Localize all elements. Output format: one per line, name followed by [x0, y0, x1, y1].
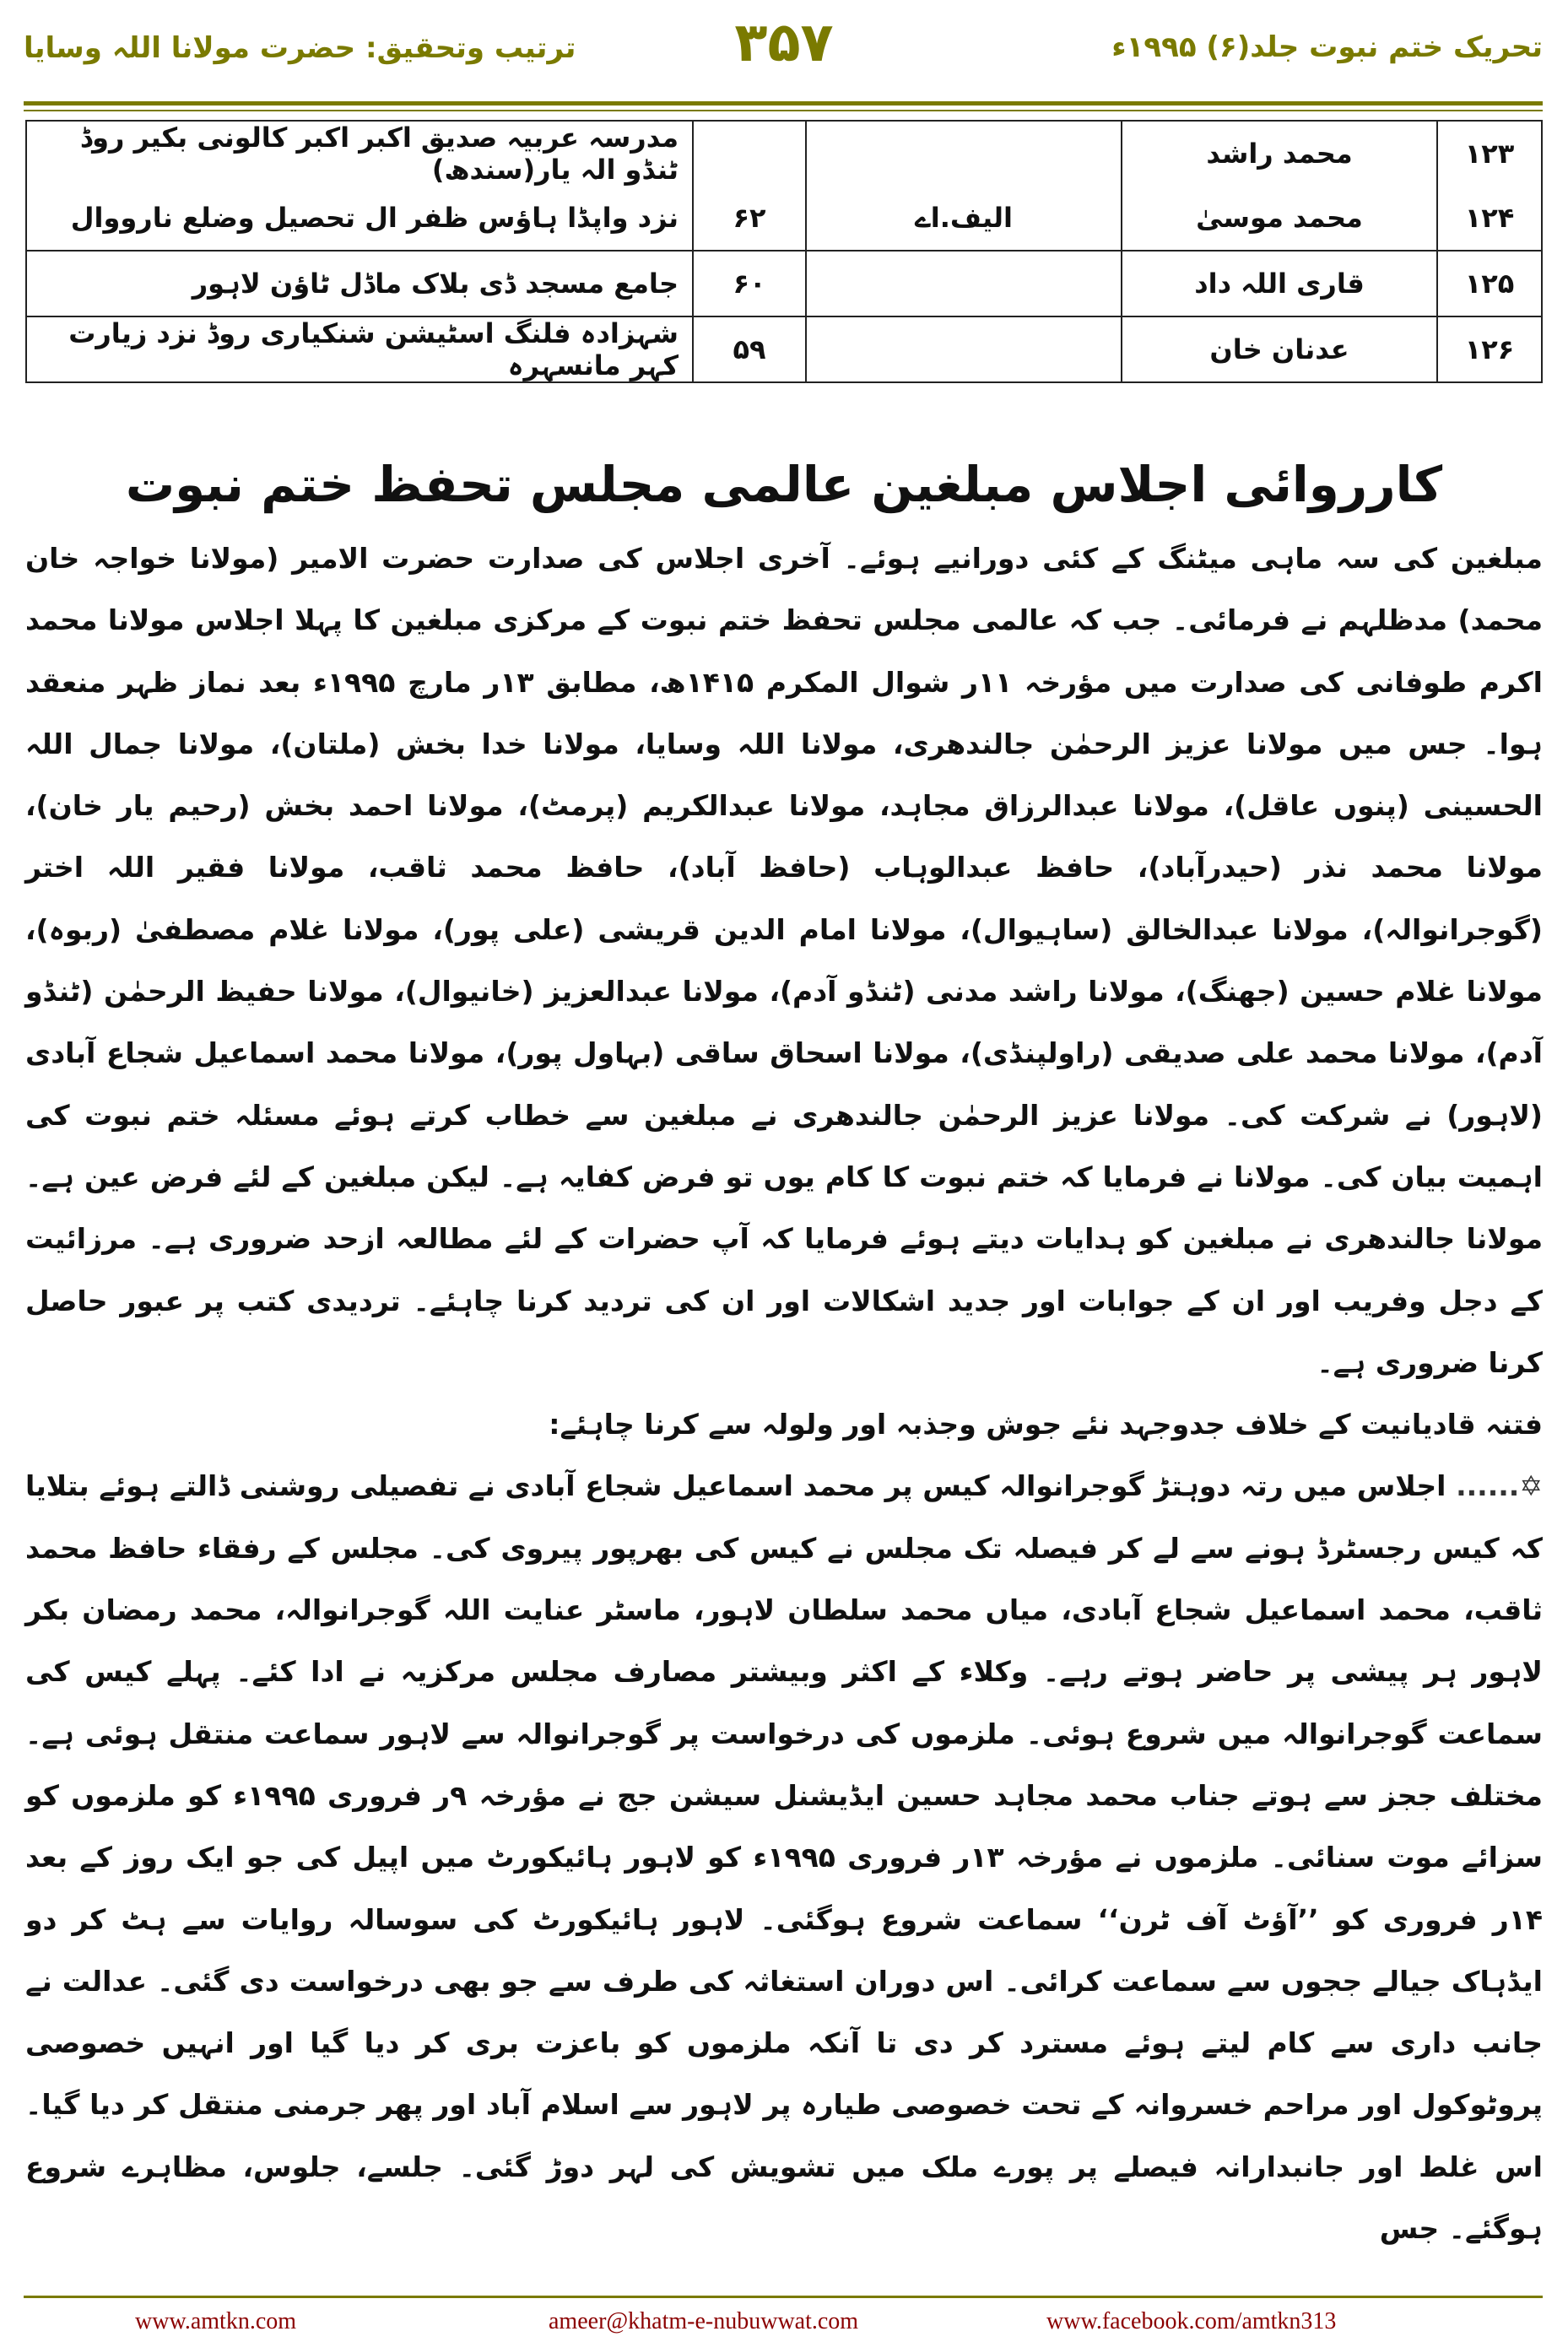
table-cell-address: مدرسہ عربیہ صدیق اکبر اکبر کالونی بکیر روڈ ٹنڈو الہ یار(سندھ) نزد واپڈا ہاؤس ظفر ال تحصیل وضلع نارووال [26, 121, 693, 251]
table-row [26, 121, 1542, 251]
table-cell-age: ۶۲ [693, 121, 806, 251]
table-cell-name: قاری اللہ داد [1194, 268, 1365, 300]
paragraph-subheading: فتنہ قادیانیت کے خلاف جدوجہد نئے جوش وجذبہ اور ولولہ سے کرنا چاہئے: [549, 1408, 1543, 1441]
table-row [26, 316, 1542, 382]
footer-email-link[interactable]: ameer@khatm-e-nubuwwat.com [549, 2308, 859, 2334]
table-cell-name: عدنان خان [1209, 333, 1349, 365]
table-cell-qualification [820, 252, 1107, 316]
table-row [26, 251, 1542, 316]
paragraph-case [25, 1455, 1543, 2259]
table-cell-qualification: الیف.اے [806, 121, 1122, 251]
bullet-star-icon: ✡...... [1456, 1469, 1543, 1503]
table-cell-age: ۶۰ [733, 268, 766, 300]
bullet-item [25, 1455, 1543, 2259]
header-rule [24, 101, 1543, 105]
paragraph-proceedings: مبلغین کی سہ ماہی میٹنگ کے کئی دورانیے ہوئے۔ آخری اجلاس کی صدارت حضرت الامیر (مولانا خواجہ خان محمد) مدظلہم نے فرمائی۔ جب کہ عالمی مجلس تحفظ ختم نبوت کے مرکزی مبلغین کا پہلا اجلاس مولانا محمد اکرم طوفانی کی صدارت میں مؤرخہ ۱۱ر شوال المکرم ۱۴۱۵ھ، مطابق ۱۳ر مارچ ۱۹۹۵ء بعد نماز ظہر منعقد ہوا۔ جس میں مولانا عزیز الرحمٰن جالندھری، مولانا اللہ وسایا، مولانا خدا بخش (ملتان)، مولانا جمال اللہ الحسینی (پنوں عاقل)، مولانا عبدالرزاق مجاہد، مولانا عبدالکریم (پرمٹ)، مولانا احمد بخش (رحیم یار خان)، مولانا محمد نذر (حیدرآباد)، حافظ عبدالوہاب (حافظ آباد)، حافظ محمد ثاقب، مولانا فقیر اللہ اختر (گوجرانوالہ)، مولانا عبدالخالق (ساہیوال)، مولانا امام الدین قریشی (علی پور)، مولانا غلام مصطفیٰ (ربوہ)، مولانا غلام حسین (جھنگ)، مولانا راشد مدنی (ٹنڈو آدم)، مولانا عبدالعزیز (خانیوال)، مولانا حفیظ الرحمٰن (ٹنڈو آدم)، مولانا محمد علی صدیقی (راولپنڈی)، مولانا اسحاق ساقی (بہاول پور)، مولانا محمد اسماعیل شجاع آبادی (لاہور) نے شرکت کی۔ مولانا عزیز الرحمٰن جالندھری نے مبلغین سے خطاب کرتے ہوئے مسئلہ ختم نبوت کی اہمیت بیان کی۔ مولانا نے فرمایا کہ ختم نبوت کا کام یوں تو فرض کفایہ ہے۔ لیکن مبلغین کے لئے فرض عین ہے۔ مولانا جالندھری نے مبلغین کو ہدایات دیتے ہوئے فرمایا کہ آپ حضرات کے لئے مطالعہ ازحد ضروری ہے۔ مرزائیت کے دجل وفریب اور ان کے جوابات اور جدید اشکالات اور ان کی تردید کرنا چاہئے۔ تردیدی کتب پر عبور حاصل کرنا ضروری ہے۔ [25, 542, 1543, 1379]
header-book-title: تحریک ختم نبوت جلد(۶) ۱۹۹۵ء [1111, 30, 1543, 64]
footer-website-link[interactable]: www.amtkn.com [135, 2308, 297, 2334]
footer-rule [24, 2296, 1543, 2298]
header-compiler: ترتیب وتحقیق: حضرت مولانا اللہ وسایا [24, 31, 576, 65]
preachers-table [25, 120, 1543, 383]
table-cell-name: محمد راشد محمد موسیٰ [1122, 121, 1437, 251]
table-cell-age: ۵۹ [733, 333, 766, 365]
body-text [25, 527, 1543, 2259]
paragraph-case-text: اجلاس میں رتہ دوہتڑ گوجرانوالہ کیس پر محمد اسماعیل شجاع آبادی نے تفصیلی روشنی ڈالتے ہوئے بتلایا کہ کیس رجسٹرڈ ہونے سے لے کر فیصلہ تک مجلس نے کیس کی بھرپور پیروی کی۔ مجلس کے رفقاء حافظ محمد ثاقب، محمد اسماعیل شجاع آبادی، میاں محمد سلطان لاہور، ماسٹر عنایت اللہ گوجرانوالہ، محمد رمضان بکر لاہور ہر پیشی پر حاضر ہوتے رہے۔ وکلاء کے اکثر وبیشتر مصارف مجلس مرکزیہ نے ادا کئے۔ پہلے کیس کی سماعت گوجرانوالہ میں شروع ہوئی۔ ملزموں کی درخواست پر گوجرانوالہ سے لاہور سماعت منتقل ہوئی ہے۔ مختلف ججز سے ہوتے جناب محمد مجاہد حسین ایڈیشنل سیشن جج نے مؤرخہ ۹ر فروری ۱۹۹۵ء کو ملزموں کو سزائے موت سنائی۔ ملزموں نے مؤرخہ ۱۳ر فروری ۱۹۹۵ء کو لاہور ہائیکورٹ میں اپیل کی جو ایک روز کے بعد ۱۴ر فروری کو ’’آؤٹ آف ٹرن‘‘ سماعت شروع ہوگئی۔ لاہور ہائیکورٹ کی سوسالہ روایات سے ہٹ کر دو ایڈہاک جیالے ججوں سے سماعت کرائی۔ اس دوران استغاثہ کی طرف سے جو بھی درخواست دی گئی۔ عدالت نے جانب داری سے کام لیتے ہوئے مسترد کر دی تا آنکہ ملزموں کو باعزت بری کر دیا گیا اور انہیں خصوصی پروٹوکول اور مراحم خسروانہ کے تحت خصوصی طیارہ پر لاہور سے اسلام آباد اور پھر جرمنی منتقل کر دیا گیا۔ اس غلط اور جانبدارانہ فیصلے پر پورے ملک میں تشویش کی لہر دوڑ گئی۔ جلسے، جلوس، مظاہرے شروع ہوگئے۔ جس [25, 1469, 1543, 2246]
header-rule-thin [24, 110, 1543, 111]
table-cell-number: ۱۲۵ [1464, 268, 1515, 300]
page-number: ۳۵۷ [734, 12, 834, 74]
table-cell-address: جامع مسجد ڈی بلاک ماڈل ٹاؤن لاہور [192, 268, 679, 300]
section-title: کارروائی اجلاس مبلغین عالمی مجلس تحفظ ختم نبوت [125, 456, 1443, 513]
table-cell-qualification [820, 317, 1107, 381]
page-footer [0, 2308, 1568, 2342]
table-cell-number: ۱۲۳ ۱۲۴ [1437, 121, 1542, 251]
footer-facebook-link[interactable]: www.facebook.com/amtkn313 [1046, 2308, 1337, 2334]
page-header [0, 0, 1568, 122]
table-cell-address: شہزادہ فلنگ اسٹیشن شنکیاری روڈ نزد زیارت کہر مانسہرہ [68, 317, 679, 381]
table-cell-number: ۱۲۶ [1464, 333, 1515, 365]
